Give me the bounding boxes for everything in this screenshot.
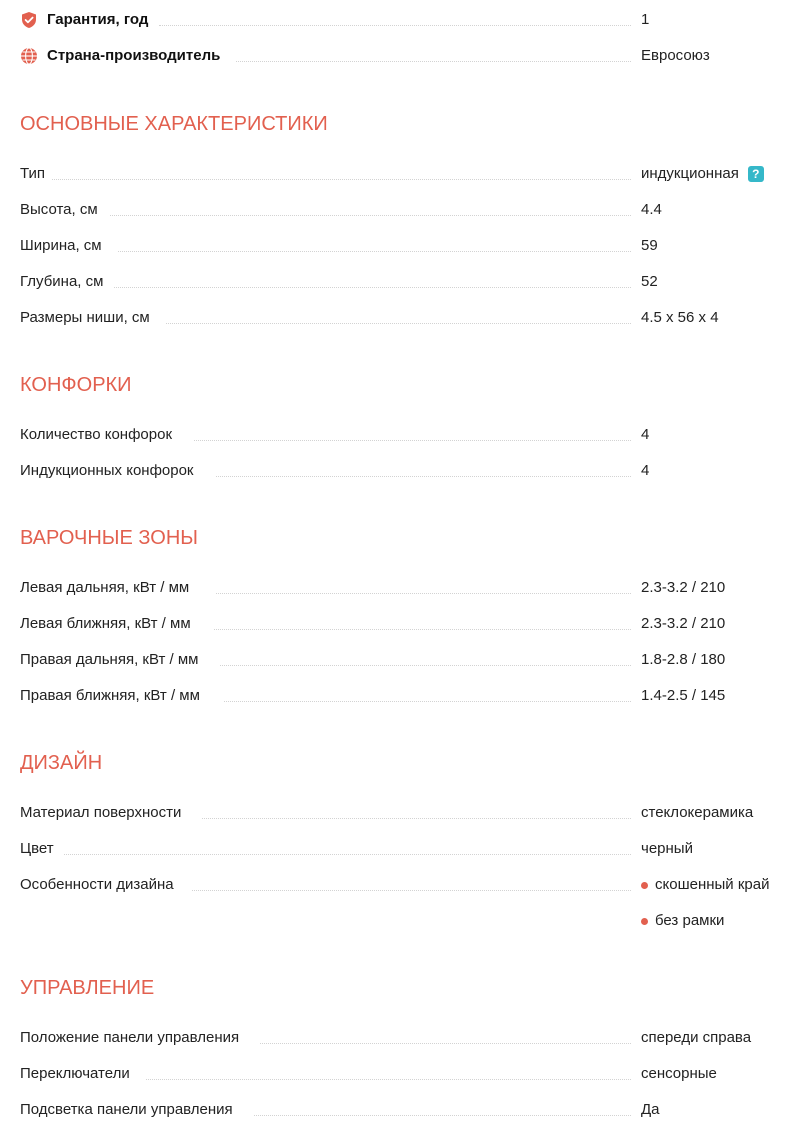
spec-row-color xyxy=(20,837,780,861)
dotted-leader xyxy=(194,440,631,441)
bullet-dot xyxy=(641,882,648,889)
section-title-design: ДИЗАЙН xyxy=(20,752,103,774)
dotted-leader xyxy=(110,215,631,216)
dotted-leader xyxy=(236,61,631,62)
spec-value-text: скошенный край xyxy=(655,876,770,893)
spec-value-item xyxy=(641,909,724,933)
spec-label: Ширина, см xyxy=(20,237,102,254)
dotted-leader xyxy=(64,854,631,855)
spec-row-right-rear xyxy=(20,648,780,672)
spec-label: Правая ближняя, кВт / мм xyxy=(20,687,200,704)
spec-row-design-features-cont xyxy=(20,909,780,933)
spec-row-type xyxy=(20,162,780,186)
help-icon[interactable]: ? xyxy=(748,166,764,182)
shield-check-icon xyxy=(20,11,38,29)
spec-label: Тип xyxy=(20,165,46,182)
section-title-main-specs: ОСНОВНЫЕ ХАРАКТЕРИСТИКИ xyxy=(20,113,328,135)
spec-row-height xyxy=(20,198,780,222)
dotted-leader xyxy=(216,476,631,477)
spec-value: стеклокерамика xyxy=(641,804,754,821)
spec-value xyxy=(641,162,764,186)
spec-row-panel-backlight xyxy=(20,1098,780,1122)
dotted-leader xyxy=(146,1079,631,1080)
spec-label: Глубина, см xyxy=(20,273,104,290)
bullet-dot xyxy=(641,918,648,925)
spec-value: Евросоюз xyxy=(641,47,710,64)
spec-value: черный xyxy=(641,840,693,857)
dotted-leader xyxy=(220,665,631,666)
dotted-leader xyxy=(114,287,631,288)
spec-value: 4 xyxy=(641,426,650,443)
spec-label: Левая дальняя, кВт / мм xyxy=(20,579,190,596)
spec-row-design-features xyxy=(20,873,780,897)
spec-label: Особенности дизайна xyxy=(20,876,174,893)
spec-row-surface-material xyxy=(20,801,780,825)
dotted-leader xyxy=(216,593,631,594)
dotted-leader xyxy=(192,890,631,891)
section-title-controls: УПРАВЛЕНИЕ xyxy=(20,977,155,999)
dotted-leader xyxy=(224,701,631,702)
dotted-leader xyxy=(159,25,631,26)
spec-label: Правая дальняя, кВт / мм xyxy=(20,651,199,668)
spec-row-depth xyxy=(20,270,780,294)
section-title-burners: КОНФОРКИ xyxy=(20,374,132,396)
spec-label: Переключатели xyxy=(20,1065,130,1082)
globe-icon xyxy=(20,47,38,65)
spec-label: Индукционных конфорок xyxy=(20,462,194,479)
spec-value: 4.5 x 56 x 4 xyxy=(641,309,719,326)
spec-value-text: без рамки xyxy=(655,912,725,929)
spec-label: Высота, см xyxy=(20,201,98,218)
spec-label: Цвет xyxy=(20,840,54,857)
spec-value: 2.3-3.2 / 210 xyxy=(641,579,726,596)
spec-row-burner-count xyxy=(20,423,780,447)
spec-row-left-rear xyxy=(20,576,780,600)
spec-label-text: Страна-производитель xyxy=(47,47,221,64)
spec-value: 1.4-2.5 / 145 xyxy=(641,687,726,704)
spec-label xyxy=(20,8,148,32)
spec-row-induction-burners xyxy=(20,459,780,483)
dotted-leader xyxy=(118,251,631,252)
spec-value: 1 xyxy=(641,11,650,28)
spec-value: 4 xyxy=(641,462,650,479)
spec-row-panel-position xyxy=(20,1026,780,1050)
spec-value: 52 xyxy=(641,273,658,290)
spec-row-switches xyxy=(20,1062,780,1086)
spec-value: 4.4 xyxy=(641,201,662,218)
spec-label: Количество конфорок xyxy=(20,426,173,443)
spec-label: Материал поверхности xyxy=(20,804,182,821)
dotted-leader xyxy=(52,179,631,180)
spec-label: Положение панели управления xyxy=(20,1029,240,1046)
dotted-leader xyxy=(214,629,631,630)
dotted-leader xyxy=(260,1043,631,1044)
section-title-cooking-zones: ВАРОЧНЫЕ ЗОНЫ xyxy=(20,527,198,549)
spec-value-item xyxy=(641,873,769,897)
spec-row-niche-size xyxy=(20,306,780,330)
spec-row-right-front xyxy=(20,684,780,708)
spec-label: Размеры ниши, см xyxy=(20,309,150,326)
spec-value: Да xyxy=(641,1101,660,1118)
spec-row-country xyxy=(20,44,780,68)
spec-row-left-front xyxy=(20,612,780,636)
spec-label: Левая ближняя, кВт / мм xyxy=(20,615,191,632)
spec-value: 1.8-2.8 / 180 xyxy=(641,651,726,668)
spec-value: 59 xyxy=(641,237,658,254)
dotted-leader xyxy=(202,818,631,819)
spec-value-text: индукционная xyxy=(641,165,739,182)
dotted-leader xyxy=(166,323,631,324)
spec-label xyxy=(20,44,220,68)
spec-value: сенсорные xyxy=(641,1065,717,1082)
spec-row-width xyxy=(20,234,780,258)
spec-value: 2.3-3.2 / 210 xyxy=(641,615,726,632)
spec-value: спереди справа xyxy=(641,1029,752,1046)
dotted-leader xyxy=(254,1115,631,1116)
spec-label-text: Гарантия, год xyxy=(47,11,149,28)
spec-label: Подсветка панели управления xyxy=(20,1101,233,1118)
spec-row-warranty xyxy=(20,8,780,32)
